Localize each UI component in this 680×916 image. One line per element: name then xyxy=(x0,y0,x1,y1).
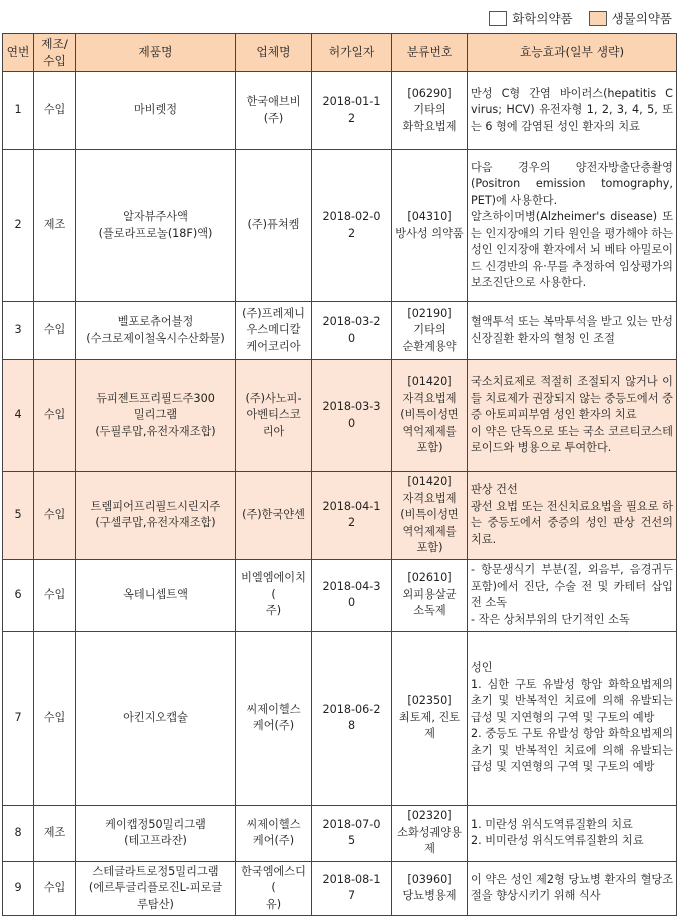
cell-no: 7 xyxy=(3,631,34,805)
code-line: 자격요법제 xyxy=(402,491,457,505)
code-line: 자격요법제 xyxy=(402,391,457,405)
cell-code xyxy=(392,805,468,861)
cell-company xyxy=(236,472,312,560)
code-line: 순환계용약 xyxy=(402,339,457,353)
cell-type: 수입 xyxy=(34,472,76,560)
date-line: 8 xyxy=(347,719,356,732)
date-line: 0 xyxy=(347,416,356,430)
effect-line: - 항문생식기 부분(질, 외음부, 음경귀두 포함)에서 진단, 수술 전 및 카테터 삽입 전 소독 xyxy=(471,563,673,609)
code-line: [01420] xyxy=(407,375,452,389)
cell-type: 수입 xyxy=(34,72,76,150)
company-line: 유) xyxy=(265,897,282,911)
cell-type: 수입 xyxy=(34,861,76,916)
company-line: 케어(주) xyxy=(252,719,295,732)
company-line: (주)퓨쳐켐 xyxy=(247,218,300,232)
company-line: 케어코리아 xyxy=(246,339,301,353)
product-line: (수크로제이철옥시수산화물) xyxy=(86,331,225,345)
date-line: 2018-07-0 xyxy=(322,817,381,831)
code-line: 제 xyxy=(424,727,435,741)
cell-no: 4 xyxy=(3,360,34,472)
code-line: 화학요법제 xyxy=(402,119,457,133)
table-row xyxy=(3,150,677,302)
header-company: 업체명 xyxy=(236,34,312,72)
code-line: [02610] xyxy=(407,571,452,585)
cell-product xyxy=(76,302,236,360)
header-type: 제조/수입 xyxy=(34,34,76,72)
legend xyxy=(473,6,672,30)
date-line: 2018-04-3 xyxy=(322,579,381,593)
table-row xyxy=(3,302,677,360)
effect-line: 혈액투석 또는 복막투석을 받고 있는 만성신장질환 환자의 혈청 인 조절 xyxy=(471,315,673,345)
code-line: 기타의 xyxy=(413,323,446,337)
company-line: 케어(주) xyxy=(252,834,295,847)
table-row xyxy=(3,631,677,805)
cell-effect xyxy=(468,631,677,805)
legend-swatch-chemical xyxy=(489,11,507,26)
legend-item-chemical xyxy=(489,9,572,27)
cell-company xyxy=(236,559,312,631)
code-line: [06290] xyxy=(407,86,452,100)
cell-date xyxy=(312,559,392,631)
company-line: 씨제이헬스 xyxy=(246,817,301,831)
date-line: 2 xyxy=(347,516,356,530)
cell-company xyxy=(236,631,312,805)
cell-code xyxy=(392,360,468,472)
cell-product xyxy=(76,150,236,302)
cell-type: 수입 xyxy=(34,559,76,631)
cell-company xyxy=(236,360,312,472)
cell-product xyxy=(76,861,236,916)
date-line: 5 xyxy=(347,834,356,847)
legend-item-biological xyxy=(589,9,672,27)
code-line: (비특이성면 xyxy=(400,408,459,422)
cell-no: 5 xyxy=(3,472,34,560)
product-line: 스테글라트로정5밀리그램 xyxy=(92,864,219,878)
company-line: 주) xyxy=(265,604,282,618)
date-line: 2018-02-0 xyxy=(322,210,381,223)
company-line: 한국엠에스디( xyxy=(241,864,306,894)
effect-line: 1. 미란성 위식도역류질환의 치료 xyxy=(471,817,633,831)
product-line: 루탐산) xyxy=(137,897,174,911)
date-line: 2018-03-3 xyxy=(322,400,381,413)
header-code: 분류번호 xyxy=(392,34,468,72)
date-line: 0 xyxy=(347,596,356,609)
company-line: (주) xyxy=(263,111,284,125)
date-line: 2018-06-2 xyxy=(322,702,381,716)
effect-line: 알츠하이머병(Alzheimer's disease) 또는 인지장애의 기타 원인을 평가해야 하는 성인 인지장애 환자에서 뇌 베타 아밀로이드 신경반의 유·무를 추정하여 임상평가의 보조진단으로 사용한다. xyxy=(471,210,673,289)
drug-approval-table xyxy=(2,33,677,916)
code-line: 소독제 xyxy=(413,604,446,618)
company-line: 리아 xyxy=(262,424,285,438)
cell-date xyxy=(312,302,392,360)
cell-date xyxy=(312,150,392,302)
header-date: 허가일자 xyxy=(312,34,392,72)
cell-no: 6 xyxy=(3,559,34,631)
cell-effect xyxy=(468,150,677,302)
code-line: 방사성 의약품 xyxy=(395,226,464,240)
legend-label-chemical: 화학의약품 xyxy=(512,11,573,26)
cell-code xyxy=(392,861,468,916)
effect-line: 이 약은 단독으로 또는 국소 코르티코스테로이드와 병용으로 투여한다. xyxy=(471,424,673,455)
product-line: 알자뷰주사액 xyxy=(123,210,188,223)
effect-line: 2. 중등도 구토 유발성 항암 화학요법제의 초기 및 반복적인 치료에 의해 유발되는 급성 및 지연형의 구역 및 구토의 예방 xyxy=(471,727,673,774)
product-line: (플로라프로놀(18F)액) xyxy=(98,226,213,240)
product-line: 트렘피어프리필드시린지주 xyxy=(90,499,221,513)
date-line: 2018-04-1 xyxy=(322,499,381,513)
date-line: 2 xyxy=(347,226,356,240)
cell-date xyxy=(312,805,392,861)
cell-product xyxy=(76,472,236,560)
cell-type: 수입 xyxy=(34,302,76,360)
product-line: (두필루맙,유전자재조합) xyxy=(95,424,216,438)
cell-effect xyxy=(468,559,677,631)
code-line: 소화성궤양용제 xyxy=(397,825,462,856)
code-line: 외피용살균 xyxy=(402,587,457,601)
product-line: 옥테니셉트액 xyxy=(123,587,188,601)
effect-line: 성인 xyxy=(471,661,493,675)
cell-product xyxy=(76,631,236,805)
code-line: 포함) xyxy=(416,541,443,554)
effect-line: 1. 심한 구토 유발성 항암 화학요법제의 초기 및 반복적인 치료에 의해 유발되는 급성 및 지연형의 구역 및 구토의 예방 xyxy=(471,677,673,724)
cell-effect xyxy=(468,805,677,861)
table-row xyxy=(3,72,677,150)
cell-company xyxy=(236,302,312,360)
date-line: 7 xyxy=(347,889,356,903)
cell-company xyxy=(236,150,312,302)
cell-code xyxy=(392,150,468,302)
company-line: 비엘엠에이치( xyxy=(241,571,306,601)
cell-no: 8 xyxy=(3,805,34,861)
effect-line: 2. 비미란성 위식도역류질환의 치료 xyxy=(471,834,644,847)
cell-product xyxy=(76,559,236,631)
code-line: 기타의 xyxy=(413,103,446,117)
product-line: (테고프라잔) xyxy=(124,834,187,847)
code-line: [02320] xyxy=(407,809,452,823)
date-line: 2018-03-2 xyxy=(322,315,381,328)
cell-company xyxy=(236,72,312,150)
cell-effect xyxy=(468,302,677,360)
code-line: [04310] xyxy=(407,210,452,223)
cell-type: 수입 xyxy=(34,631,76,805)
effect-line: - 작은 상처부위의 단기적인 소독 xyxy=(471,612,630,626)
table-row xyxy=(3,805,677,861)
code-line: 역억제제를 xyxy=(402,524,457,538)
cell-no: 2 xyxy=(3,150,34,302)
code-line: [02350] xyxy=(407,694,452,708)
table-header-row xyxy=(3,34,677,72)
table-row xyxy=(3,559,677,631)
code-line: [02190] xyxy=(407,306,452,320)
product-line: 마비렛정 xyxy=(133,103,178,117)
cell-code xyxy=(392,302,468,360)
cell-no: 3 xyxy=(3,302,34,360)
cell-company xyxy=(236,861,312,916)
cell-effect xyxy=(468,861,677,916)
product-line: (구셀쿠맙,유전자재조합) xyxy=(95,516,216,530)
cell-effect xyxy=(468,360,677,472)
cell-effect xyxy=(468,472,677,560)
cell-effect xyxy=(468,72,677,150)
company-line: 아벤티스코 xyxy=(246,408,301,422)
code-line: 최토제, 진토 xyxy=(398,710,461,724)
code-line: [03960] xyxy=(407,872,452,886)
date-line: 2018-01-1 xyxy=(322,95,381,108)
product-line: 듀피젠트프리필드주300 xyxy=(96,391,215,405)
legend-label-biological: 생물의약품 xyxy=(611,11,672,26)
code-line: 역억제제를 xyxy=(402,424,457,438)
cell-company xyxy=(236,805,312,861)
product-line: 밀리그램 xyxy=(133,408,178,422)
header-product: 제품명 xyxy=(76,34,236,72)
company-line: (주)사노피- xyxy=(245,391,302,405)
cell-date xyxy=(312,631,392,805)
date-line: 2018-08-1 xyxy=(322,872,381,886)
product-line: (에르투글리플로진L-피로글 xyxy=(88,881,223,894)
cell-product xyxy=(76,805,236,861)
effect-line: 이 약은 성인 제2형 당뇨병 환자의 혈당조절을 향상시키기 위해 식사 xyxy=(471,872,673,903)
effect-line: 판상 건선 xyxy=(471,483,518,497)
table-row xyxy=(3,861,677,916)
cell-code xyxy=(392,72,468,150)
table-row xyxy=(3,472,677,560)
cell-date xyxy=(312,861,392,916)
cell-no: 1 xyxy=(3,72,34,150)
cell-date xyxy=(312,360,392,472)
table-row xyxy=(3,360,677,472)
code-line: 포함) xyxy=(416,441,443,455)
company-line: 씨제이헬스 xyxy=(246,702,301,716)
company-line: 우스메디칼 xyxy=(246,323,301,337)
cell-product xyxy=(76,72,236,150)
cell-code xyxy=(392,559,468,631)
date-line: 2 xyxy=(347,111,356,125)
cell-product xyxy=(76,360,236,472)
effect-line: 만성 C형 간염 바이러스(hepatitis C virus; HCV) 유전자형 1, 2, 3, 4, 5, 또는 6 형에 감염된 성인 환자의 치료 xyxy=(471,86,673,133)
company-line: 한국애브비 xyxy=(246,95,301,108)
date-line: 0 xyxy=(347,331,356,345)
product-line: 아킨지오캡슐 xyxy=(123,710,188,724)
cell-date xyxy=(312,72,392,150)
code-line: 당뇨병용제 xyxy=(402,889,457,903)
effect-line: 광선 요법 또는 전신치료요법을 필요로 하는 중등도에서 중증의 성인 판상 건선의 치료. xyxy=(471,499,673,546)
cell-type: 제조 xyxy=(34,805,76,861)
cell-date xyxy=(312,472,392,560)
product-line: 벨포로츄어블정 xyxy=(117,315,194,328)
effect-line: 국소치료제로 적절히 조절되지 않거나 이들 치료제가 권장되지 않는 중등도에서 중증 아토피피부염 성인 환자의 치료 xyxy=(471,375,673,422)
product-line: 케이캡정50밀리그램 xyxy=(105,817,206,831)
cell-type: 제조 xyxy=(34,150,76,302)
cell-code xyxy=(392,472,468,560)
legend-swatch-biological xyxy=(589,11,607,26)
cell-code xyxy=(392,631,468,805)
cell-type: 수입 xyxy=(34,360,76,472)
company-line: (주)프레제니 xyxy=(242,306,305,320)
code-line: [01420] xyxy=(407,475,452,488)
company-line: (주)한국얀센 xyxy=(242,508,305,521)
effect-line: 다음 경우의 양전자방출단층촬영(Positron emission tomography, PET)에 사용한다. xyxy=(471,160,673,207)
header-no: 연번 xyxy=(3,34,34,72)
code-line: (비특이성면 xyxy=(400,508,459,521)
cell-no: 9 xyxy=(3,861,34,916)
header-effect: 효능효과(일부 생략) xyxy=(468,34,677,72)
